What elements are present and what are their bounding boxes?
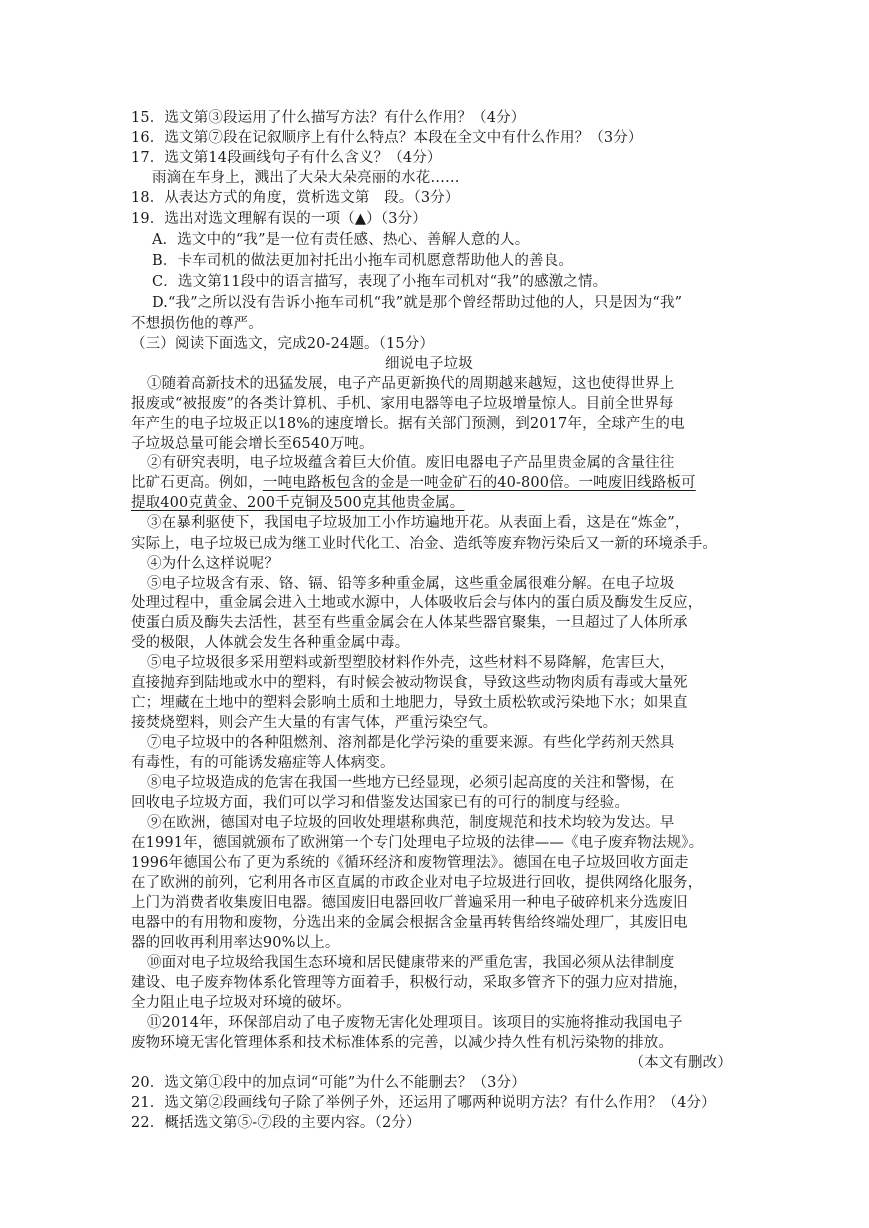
line-text: 年产生的电子垃圾正以18%的速度增长。据有关部门预测，到2017年，全球产生的电 xyxy=(131,416,685,432)
line-text: 上门为消费者收集废旧电器。德国废旧电器回收厂普遍采用一种电子破碎机来分选废旧 xyxy=(131,895,688,911)
paragraph-1-line xyxy=(131,414,685,434)
paragraph-11 xyxy=(147,1013,683,1033)
line-text: 直接抛弃到陆地或水中的塑料，有时候会被动物误食，导致这些动物肉质有毒或大量死 xyxy=(131,675,688,691)
question-17-quote xyxy=(152,168,460,188)
paragraph-2 xyxy=(147,453,674,473)
paragraph-8 xyxy=(147,773,674,793)
paragraph-9-line xyxy=(131,853,689,873)
paragraph-4 xyxy=(147,554,279,574)
paragraph-7-line xyxy=(131,753,395,773)
paragraph-3-line xyxy=(131,534,717,554)
paragraph-6-line xyxy=(131,713,497,733)
line-text: ②有研究表明，电子垃圾蕴含着巨大价值。废旧电器电子产品里贵金属的含量往往 xyxy=(147,455,675,471)
line-text: ⑤电子垃圾很多采用塑料或新型塑胶材料作外壳，这些材料不易降解，危害巨大， xyxy=(147,655,675,671)
line-text: 比矿石更高。例如， xyxy=(131,475,263,491)
line-text: 实际上，电子垃圾已成为继工业时代化工、冶金、造纸等废弃物污染后又一新的环境杀手。 xyxy=(131,536,717,552)
paragraph-8-line xyxy=(131,793,629,813)
section-heading xyxy=(131,334,434,354)
line-text: 废物环境无害化管理体系和技术标准体系的完善，以减少持久性有机污染物的排放。 xyxy=(131,1035,674,1051)
option-d-continued xyxy=(131,314,263,334)
line-text: 在1991年，德国就颁布了欧洲第一个专门处理电子垃圾的法律——《电子废弃物法规》。 xyxy=(131,835,704,851)
paragraph-9-line xyxy=(131,833,703,853)
line-text: 有毒性，有的可能诱发癌症等人体病变。 xyxy=(131,755,395,771)
underlined-sentence: 提取400克黄金、200千克铜及500克其他贵金属。 xyxy=(131,495,465,511)
paragraph-10-line xyxy=(131,973,688,993)
paragraph-9-line xyxy=(131,933,339,953)
line-text: 在了欧洲的前列，它利用各市区直属的市政企业对电子垃圾进行回收，提供网络化服务， xyxy=(131,875,703,891)
question-18 xyxy=(131,188,460,208)
line-text: 17．选文第14段画线句子有什么含义？（4分） xyxy=(131,150,442,166)
question-22 xyxy=(131,1113,421,1133)
paragraph-5-line xyxy=(131,613,688,633)
line-text: 1996年德国公布了更为系统的《循环经济和废物管理法》。德国在电子垃圾回收方面走 xyxy=(131,855,689,871)
line-text: D.“我”之所以没有告诉小拖车司机“我”就是那个曾经帮助过他的人，只是因为“我” xyxy=(152,295,683,311)
line-text: ⑪2014年，环保部启动了电子废物无害化处理项目。该项目的实施将推动我国电子 xyxy=(147,1015,683,1031)
line-text: 19．选出对选文理解有误的一项（▲）（3分） xyxy=(131,211,427,227)
line-text: 报废或“被报废”的各类计算机、手机、家用电器等电子垃圾增量惊人。目前全世界每 xyxy=(131,396,674,412)
paragraph-1-line xyxy=(131,434,374,454)
line-text: 处理过程中，重金属会进入土地或水源中，人体吸收后会与体内的蛋白质及酶发生反应， xyxy=(131,595,703,611)
line-text: 不想损伤他的尊严。 xyxy=(131,316,263,332)
option-d xyxy=(152,293,682,313)
line-text: A．选文中的“我”是一位有责任感、热心、善解人意的人。 xyxy=(152,232,530,248)
line-text: 20．选文第①段中的加点词“可能”为什么不能删去？（3分） xyxy=(131,1075,526,1091)
line-text: 受的极限，人体就会发生各种重金属中毒。 xyxy=(131,635,410,651)
line-text: B．卡车司机的做法更加衬托出小拖车司机愿意帮助他人的善良。 xyxy=(152,253,574,269)
line-text: 电器中的有用物和废物，分选出来的金属会根据含金量再转售给终端处理厂，其废旧电 xyxy=(131,915,688,931)
paragraph-1 xyxy=(147,374,674,394)
option-c xyxy=(152,272,607,292)
question-20 xyxy=(131,1073,526,1093)
line-text: 器的回收再利用率达90%以上。 xyxy=(131,935,340,951)
line-text: ③在暴利驱使下，我国电子垃圾加工小作坊遍地开花。从表面上看，这是在“炼金”， xyxy=(147,515,690,531)
paragraph-5-line xyxy=(131,633,409,653)
line-text: ④为什么这样说呢？ xyxy=(147,556,279,572)
paragraph-5 xyxy=(147,574,674,594)
line-text: ⑤电子垃圾含有汞、铬、镉、铅等多种重金属，这些重金属很难分解。在电子垃圾 xyxy=(147,576,675,592)
paragraph-10-line xyxy=(131,993,351,1013)
question-15 xyxy=(131,108,525,128)
line-text: 全力阻止电子垃圾对环境的破坏。 xyxy=(131,995,351,1011)
line-text: 15．选文第③段运用了什么描写方法？有什么作用？（4分） xyxy=(131,110,526,126)
underlined-sentence: 一吨电路板包含的金是一吨金矿石的40-800倍。一吨废旧线路板可 xyxy=(262,475,696,491)
paragraph-6 xyxy=(147,653,674,673)
line-text: ①随着高新技术的迅猛发展，电子产品更新换代的周期越来越短，这也使得世界上 xyxy=(147,376,675,392)
line-text: 建设、电子废弃物体系化管理等方面着手，积极行动，采取多管齐下的强力应对措施， xyxy=(131,975,688,991)
paragraph-9-line xyxy=(131,873,702,893)
paragraph-5-line xyxy=(131,593,702,613)
line-text: ⑦电子垃圾中的各种阻燃剂、溶剂都是化学污染的重要来源。有些化学药剂天然具 xyxy=(147,735,675,751)
line-text: 雨滴在车身上，溅出了大朵大朵亮丽的水花…… xyxy=(152,170,460,186)
paragraph-7 xyxy=(147,733,674,753)
paragraph-3 xyxy=(147,513,690,533)
paragraph-2-underlined xyxy=(131,493,464,513)
line-text: ⑨在欧洲，德国对电子垃圾的回收处理堪称典范，制度规范和技术均较为发达。早 xyxy=(147,815,675,831)
paragraph-6-line xyxy=(131,693,688,713)
line-text: 16．选文第⑦段在记叙顺序上有什么特点？本段在全文中有什么作用？（3分） xyxy=(131,130,643,146)
line-text: 亡；埋藏在土地中的塑料会影响土质和土地肥力，导致土质松软或污染地下水；如果直 xyxy=(131,695,688,711)
line-text: 接焚烧塑料，则会产生大量的有害气体，严重污染空气。 xyxy=(131,715,498,731)
question-17 xyxy=(131,148,442,168)
line-text: 细说电子垃圾 xyxy=(385,356,473,372)
line-text: 回收电子垃圾方面，我们可以学习和借鉴发达国家已有的可行的制度与经验。 xyxy=(131,795,630,811)
line-text: 22．概括选文第⑤-⑦段的主要内容。（2分） xyxy=(131,1115,421,1131)
option-b xyxy=(152,251,573,271)
paragraph-6-line xyxy=(131,673,688,693)
line-text: （三）阅读下面选文，完成20-24题。（15分） xyxy=(131,336,435,352)
line-text: 子垃圾总量可能会增长至6540万吨。 xyxy=(131,436,374,452)
paragraph-9-line xyxy=(131,913,688,933)
line-text: ⑧电子垃圾造成的危害在我国一些地方已经显现，必须引起高度的关注和警惕，在 xyxy=(147,775,675,791)
line-text: 21．选文第②段画线句子除了举例子外，还运用了哪两种说明方法？有什么作用？（4分） xyxy=(131,1095,716,1111)
paragraph-9 xyxy=(147,813,674,833)
question-16 xyxy=(131,128,643,148)
question-19 xyxy=(131,209,427,229)
paragraph-10 xyxy=(147,953,674,973)
line-text: ⑩面对电子垃圾给我国生态环境和居民健康带来的严重危害，我国必须从法律制度 xyxy=(147,955,675,971)
paragraph-1-line xyxy=(131,394,674,414)
line-text: 18．从表达方式的角度，赏析选文第 段。（3分） xyxy=(131,190,460,206)
line-text: C．选文第11段中的语言描写，表现了小拖车司机对“我”的感激之情。 xyxy=(152,274,608,290)
paragraph-9-line xyxy=(131,893,688,913)
article-title xyxy=(385,354,473,374)
paragraph-2-line xyxy=(131,473,696,493)
line-text: 使蛋白质及酶失去活性，甚至有些重金属会在人体某些器官聚集，一旦超过了人体所承 xyxy=(131,615,688,631)
line-text: （本文有删改） xyxy=(629,1055,732,1071)
paragraph-11-line xyxy=(131,1033,673,1053)
question-21 xyxy=(131,1093,716,1113)
option-a xyxy=(152,230,529,250)
source-note xyxy=(0,1053,732,1073)
